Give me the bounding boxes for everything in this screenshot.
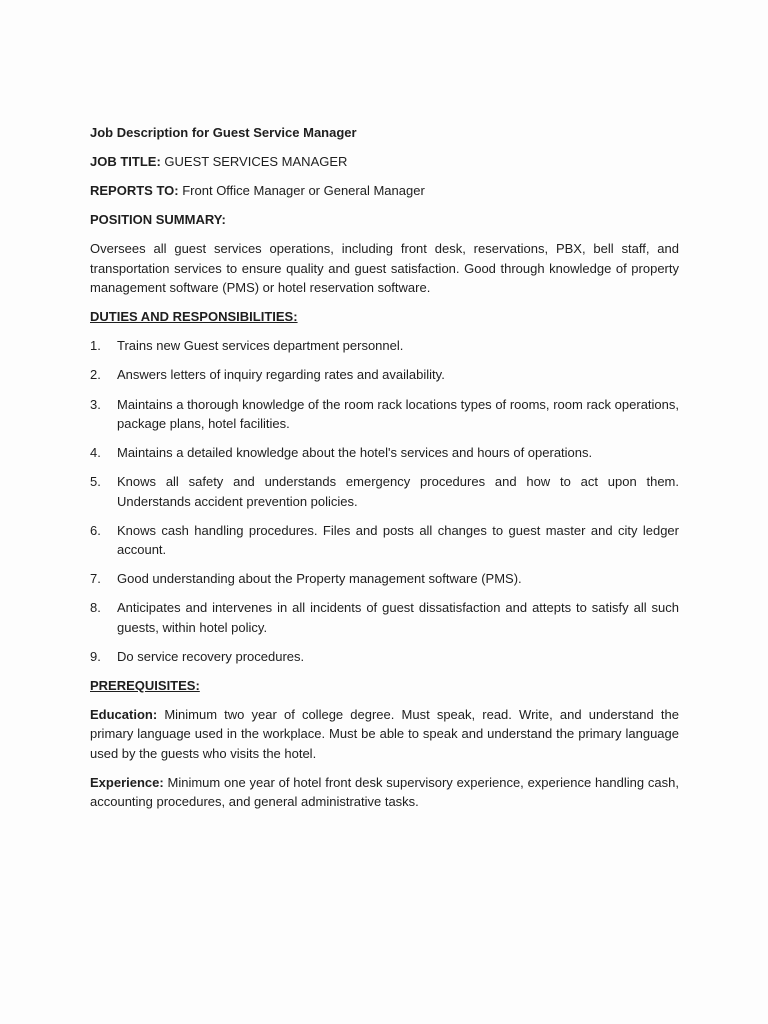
- document-title: Job Description for Guest Service Manager: [90, 125, 357, 140]
- list-item: [90, 443, 679, 462]
- list-number: 9.: [90, 648, 101, 664]
- list-item-text: Knows cash handling procedures. Files and posts all changes to guest master and city ledger account.: [117, 522, 679, 558]
- list-item-text: Knows all safety and understands emergency procedures and how to act upon them. Understands accident prevention policies.: [117, 474, 679, 509]
- list-item: [90, 365, 679, 384]
- reports-to-value: Front Office Manager or General Manager: [182, 183, 425, 199]
- list-number: 7.: [90, 571, 101, 587]
- list-item: [90, 647, 679, 666]
- list-number: 5.: [90, 474, 101, 490]
- reports-to-line: [90, 181, 679, 200]
- position-summary-paragraph: Oversees all guest services operations, including front desk, reservations, PBX, bell staff, and transportation services to ensure quality and guest satisfaction. Good through knowledge of property management software (PMS) or hotel reservation software.: [90, 241, 679, 296]
- education-label: Education:: [90, 706, 158, 722]
- list-item-text: Do service recovery procedures.: [117, 648, 305, 664]
- list-item: [90, 521, 679, 560]
- position-summary-heading: POSITION SUMMARY:: [90, 212, 226, 228]
- list-number: 4.: [90, 445, 101, 461]
- experience-label: Experience:: [90, 774, 164, 790]
- list-number: 8.: [90, 600, 101, 616]
- job-title-value: GUEST SERVICES MANAGER: [164, 154, 348, 170]
- list-item: [90, 598, 679, 637]
- education-text: Minimum two year of college degree. Must speak, read. Write, and understand the primary language used in the workplace. Must be able to speak and understand the primary language used by the guests who visits the hotel.: [90, 706, 679, 761]
- list-item-text: Answers letters of inquiry regarding rates and availability.: [117, 367, 445, 383]
- list-item-text: Maintains a thorough knowledge of the room rack locations types of rooms, room rack operations, package plans, hotel facilities.: [117, 396, 679, 431]
- document-content: [90, 123, 679, 821]
- list-item: [90, 395, 679, 434]
- education-paragraph: [90, 705, 679, 763]
- list-number: 6.: [90, 522, 101, 538]
- list-item-text: Good understanding about the Property management software (PMS).: [117, 571, 522, 587]
- duties-heading: DUTIES AND RESPONSIBILITIES:: [90, 309, 298, 325]
- prerequisites-heading: PREREQUISITES:: [90, 677, 200, 693]
- list-item-text: Maintains a detailed knowledge about the hotel's services and hours of operations.: [117, 445, 593, 461]
- list-item: [90, 472, 679, 511]
- job-title-line: [90, 152, 679, 171]
- list-item: [90, 336, 679, 355]
- experience-paragraph: [90, 773, 679, 812]
- list-item: [90, 569, 679, 588]
- list-number: 1.: [90, 338, 101, 354]
- job-title-label: JOB TITLE:: [90, 154, 161, 170]
- experience-text: Minimum one year of hotel front desk supervisory experience, experience handling cash, accounting procedures, and general administrative tasks.: [90, 774, 680, 810]
- list-number: 3.: [90, 396, 101, 412]
- reports-to-label: REPORTS TO:: [90, 183, 179, 199]
- list-item-text: Trains new Guest services department personnel.: [117, 338, 404, 354]
- list-item-text: Anticipates and intervenes in all incidents of guest dissatisfaction and attepts to satisfy all such guests, within hotel policy.: [117, 600, 679, 635]
- list-number: 2.: [90, 367, 101, 383]
